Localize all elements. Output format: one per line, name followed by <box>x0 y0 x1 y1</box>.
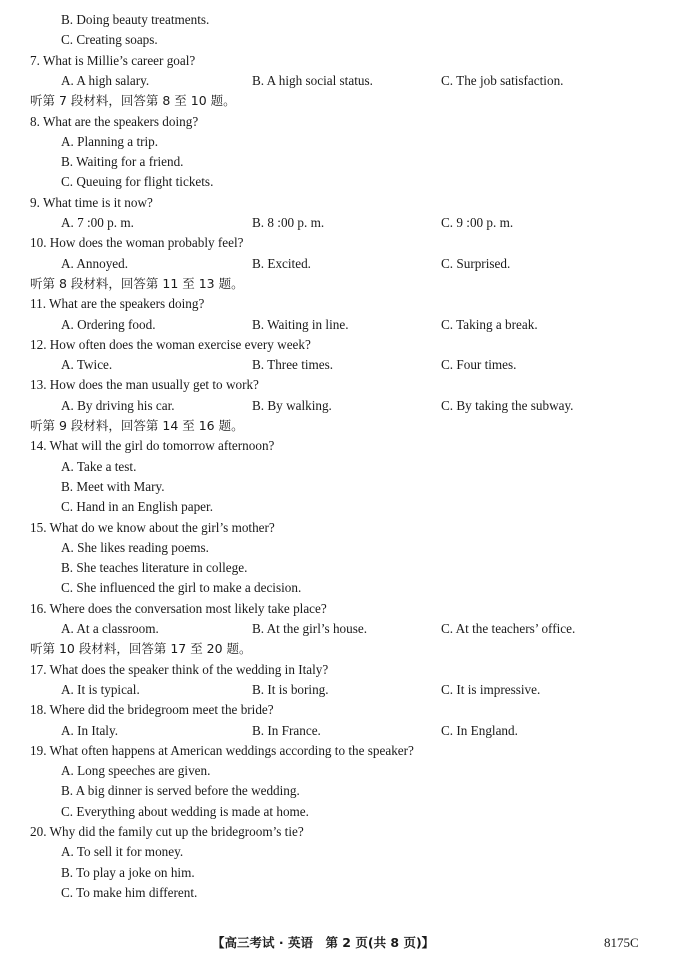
options-row <box>0 619 677 639</box>
option-row <box>0 152 677 172</box>
option-c: C. At the teachers’ office. <box>441 621 576 636</box>
section-instruction: 听第 8 段材料，回答第 11 至 13 题。 <box>30 275 244 291</box>
option-line: B. Doing beauty treatments. <box>61 12 210 27</box>
option-b: B. At the girl’s house. <box>252 621 368 636</box>
question-row <box>0 233 677 253</box>
question-row <box>0 599 677 619</box>
option-line: B. To play a joke on him. <box>61 864 195 880</box>
section-row <box>0 274 677 294</box>
option-row <box>0 883 677 903</box>
option-a: A. Ordering food. <box>61 316 156 332</box>
option-b: B. 8 :00 p. m. <box>252 215 325 230</box>
option-c: C. Taking a break. <box>441 316 538 332</box>
option-line: C. Queuing for flight tickets. <box>61 174 214 190</box>
option-row <box>0 30 677 50</box>
options-row <box>0 71 677 91</box>
option-line: A. To sell it for money. <box>61 844 184 860</box>
option-c: C. 9 :00 p. m. <box>441 215 514 230</box>
option-row <box>0 781 677 801</box>
option-c: C. The job satisfaction. <box>441 72 564 88</box>
option-b: B. A high social status. <box>252 72 373 88</box>
option-row <box>0 497 677 517</box>
question-text: 17. What does the speaker think of the wedding in Italy? <box>30 661 329 677</box>
option-a: A. It is typical. <box>61 681 140 697</box>
option-row <box>0 457 677 477</box>
question-text: 11. What are the speakers doing? <box>30 296 205 312</box>
option-a: A. 7 :00 p. m. <box>61 215 134 230</box>
section-instruction: 听第 10 段材料，回答第 17 至 20 题。 <box>30 641 252 657</box>
option-row <box>0 477 677 497</box>
option-row <box>0 10 677 30</box>
option-b: B. It is boring. <box>252 681 329 697</box>
option-row <box>0 578 677 598</box>
option-a: A. By driving his car. <box>61 397 175 413</box>
options-row <box>0 355 677 375</box>
option-c: C. By taking the subway. <box>441 397 574 413</box>
question-row <box>0 822 677 842</box>
option-b: B. In France. <box>252 722 321 738</box>
option-a: A. At a classroom. <box>61 621 159 636</box>
option-line: B. She teaches literature in college. <box>61 560 248 576</box>
option-a: A. Twice. <box>61 357 113 373</box>
option-line: B. A big dinner is served before the wedding. <box>61 783 300 799</box>
question-text: 16. Where does the conversation most likely take place? <box>30 600 327 616</box>
option-row <box>0 842 677 862</box>
question-row <box>0 375 677 395</box>
option-c: C. Four times. <box>441 357 517 373</box>
question-row <box>0 518 677 538</box>
option-c: C. It is impressive. <box>441 681 541 697</box>
question-row <box>0 193 677 213</box>
options-row <box>0 315 677 335</box>
section-instruction: 听第 9 段材料，回答第 14 至 16 题。 <box>30 418 244 433</box>
page-footer <box>0 932 677 954</box>
question-text: 18. Where did the bridegroom meet the bride? <box>30 702 274 718</box>
options-row <box>0 396 677 416</box>
question-row <box>0 294 677 314</box>
question-row <box>0 741 677 761</box>
section-row <box>0 639 677 659</box>
options-row <box>0 254 677 274</box>
question-row <box>0 700 677 720</box>
option-line: C. Creating soaps. <box>61 32 158 48</box>
question-row <box>0 660 677 680</box>
option-b: B. Three times. <box>252 357 334 373</box>
option-line: C. To make him different. <box>61 884 198 900</box>
option-b: B. By walking. <box>252 397 332 413</box>
option-line: A. Take a test. <box>61 458 137 474</box>
question-text: 9. What time is it now? <box>30 194 153 210</box>
question-row <box>0 436 677 456</box>
question-text: 12. How often does the woman exercise every week? <box>30 336 311 352</box>
question-text: 14. What will the girl do tomorrow afternoon? <box>30 438 275 454</box>
option-c: C. In England. <box>441 722 518 738</box>
footer-title: 【高三考试 · 英语 第 2 页(共 8 页)】 <box>212 935 435 950</box>
question-text: 15. What do we know about the girl’s mother? <box>30 519 275 535</box>
option-line: B. Meet with Mary. <box>61 478 165 494</box>
options-row <box>0 213 677 233</box>
option-line: A. Planning a trip. <box>61 133 159 149</box>
option-b: B. Excited. <box>252 255 311 271</box>
option-row <box>0 761 677 781</box>
question-row <box>0 112 677 132</box>
question-text: 10. How does the woman probably feel? <box>30 235 244 251</box>
option-row <box>0 558 677 578</box>
footer-code: 8175C <box>604 935 639 950</box>
options-row <box>0 721 677 741</box>
option-a: A. In Italy. <box>61 722 119 738</box>
section-instruction: 听第 7 段材料，回答第 8 至 10 题。 <box>30 93 236 109</box>
question-text: 13. How does the man usually get to work? <box>30 377 259 393</box>
option-row <box>0 802 677 822</box>
options-row <box>0 680 677 700</box>
question-text: 8. What are the speakers doing? <box>30 113 199 129</box>
option-row <box>0 132 677 152</box>
option-a: A. Annoyed. <box>61 255 129 271</box>
option-a: A. A high salary. <box>61 72 150 88</box>
option-line: A. Long speeches are given. <box>61 763 211 779</box>
option-line: C. Hand in an English paper. <box>61 499 213 515</box>
question-row <box>0 335 677 355</box>
option-line: C. Everything about wedding is made at home. <box>61 803 309 819</box>
option-row <box>0 538 677 558</box>
question-text: 20. Why did the family cut up the bridegroom’s tie? <box>30 824 304 839</box>
option-row <box>0 863 677 883</box>
option-line: A. She likes reading poems. <box>61 539 209 555</box>
option-b: B. Waiting in line. <box>252 316 349 332</box>
section-row <box>0 91 677 111</box>
option-c: C. Surprised. <box>441 255 511 271</box>
question-text: 19. What often happens at American weddings according to the speaker? <box>30 742 414 758</box>
question-text: 7. What is Millie’s career goal? <box>30 52 196 68</box>
option-line: B. Waiting for a friend. <box>61 154 184 170</box>
option-row <box>0 172 677 192</box>
section-row <box>0 416 677 436</box>
option-line: C. She influenced the girl to make a decision. <box>61 580 302 596</box>
question-row <box>0 51 677 71</box>
